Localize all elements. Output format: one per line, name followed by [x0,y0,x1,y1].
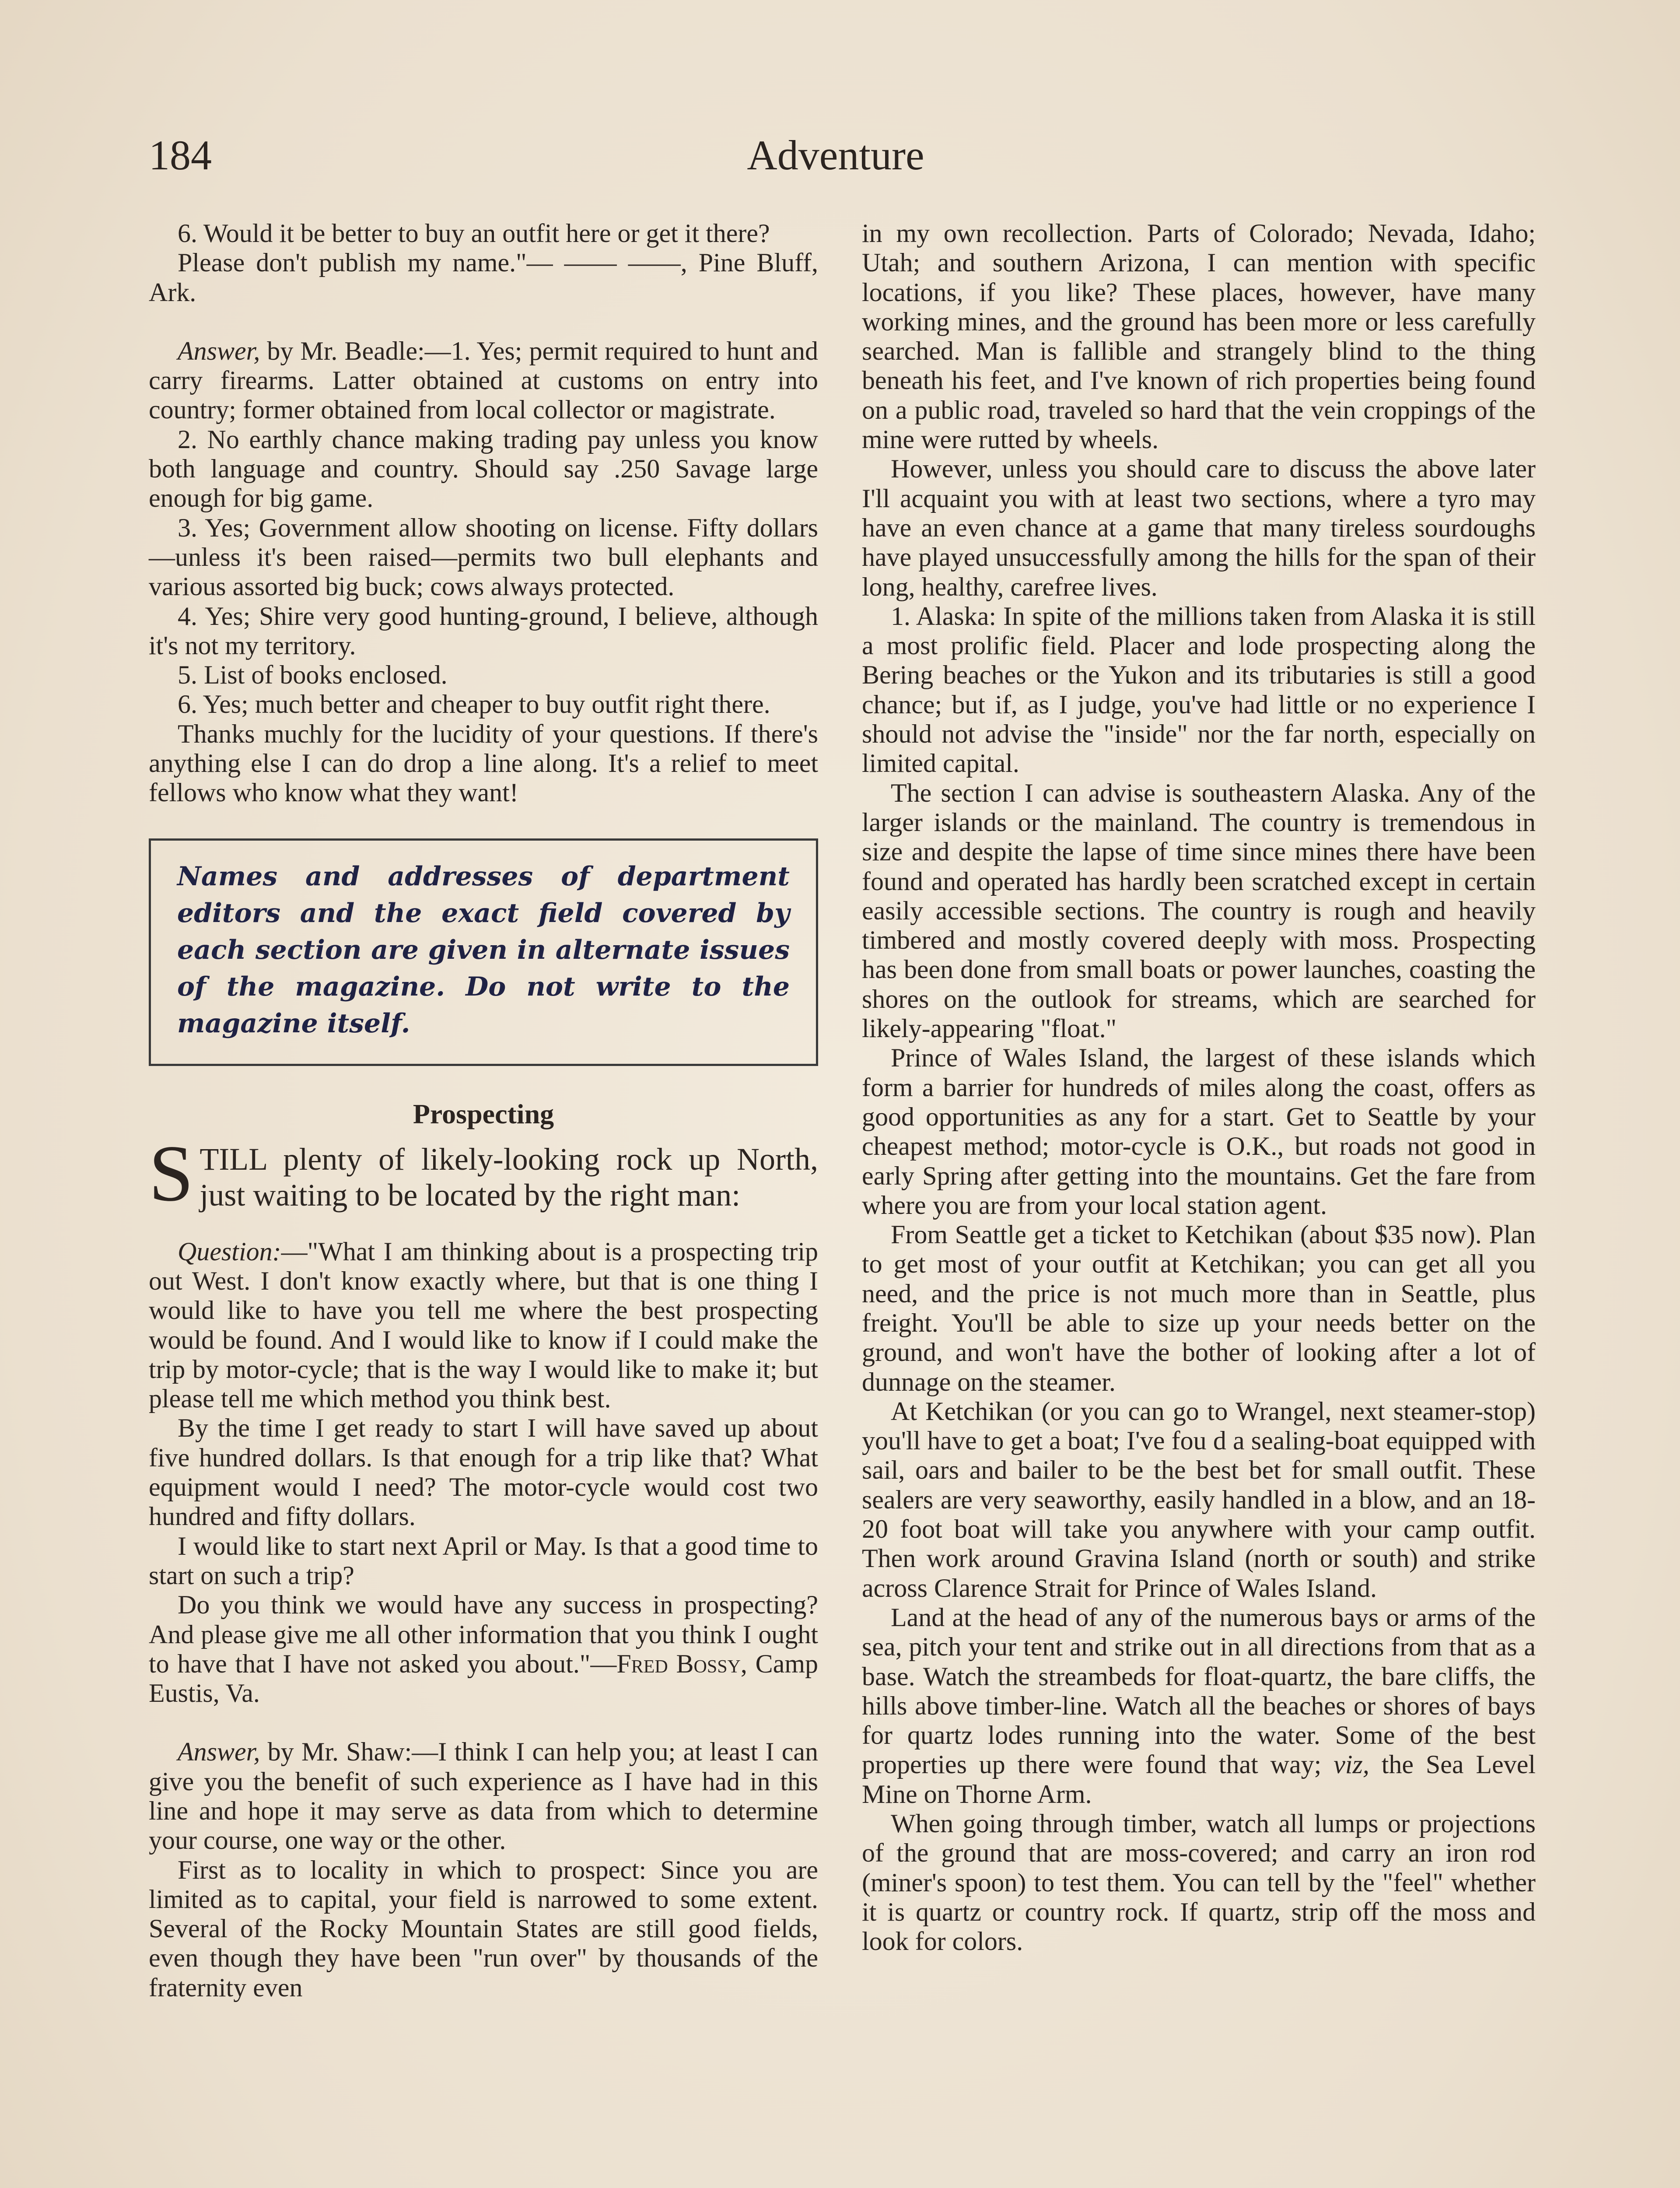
paragraph: From Seattle get a ticket to Ketchikan (about $35 now). Plan to get most of your outfit at Ketchikan; you can get all you need, and the price is not much more than in Seattle, plus freight. You'll be able to size up your needs better on the ground, and won't have the bother of looking after a lot of dunnage on the steamer. [862,1220,1536,1396]
section-title: Prospecting [413,1098,554,1129]
question-label: Question: [178,1237,281,1266]
paragraph [149,1590,818,1708]
notice-box [149,838,818,1066]
paragraph: 6. Yes; much better and cheaper to buy outfit right there. [178,690,770,719]
question-text: —"What I am thinking about is a prospecting trip out West. I don't know exactly where, but that is one thing I would like to have you tell me where the best prospecting would be found. And I would like to know if I could make the trip by motor-cycle; that is the way I would like to make it; but please tell me which method you think best. [149,1237,818,1413]
paragraph [862,1603,1536,1809]
answer-paragraph [149,337,818,425]
answer-text: by Mr. Beadle:—1. Yes; permit required to hunt and carry firearms. Latter obtained at customs on entry into country; former obtained from local collector or magistrate. [149,336,818,424]
paragraph: When going through timber, watch all lumps or projections of the ground that are moss-covered; and carry an iron rod (miner's spoon) to test them. You can tell by the "feel" whether it is quartz or country rock. If quartz, strip off the moss and look for colors. [862,1809,1536,1956]
paragraph: 1. Alaska: In spite of the millions taken from Alaska it is still a most prolific field. Placer and lode prospecting along the Bering beaches or the Yukon and its tributaries is still a good chance; but if, as I judge, you've had little or no experience I should not advise the "inside" nor the far north, especially on limited capital. [862,601,1536,778]
paragraph: At Ketchikan (or you can go to Wrangel, next steamer-stop) you'll have to get a boat; I've fou d a sealing-boat equipped with sail, oars and bailer to be the best bet for small outfit. These sealers are very seaworthy, easily handled in a blow, and an 18-20 foot boat will take you anywhere with your camp outfit. Then work around Gravina Island (north or south) and strike across Clarence Strait for Prince of Wales Island. [862,1396,1536,1602]
paragraph: 3. Yes; Government allow shooting on license. Fifty dollars—unless it's been raised—permits two bull elephants and various assorted big buck; cows always protected. [149,513,818,601]
viz-text: the Sea Level Mine on Thorne Arm. [862,1750,1536,1809]
drop-cap: S [149,1128,194,1218]
question-text: Do you think we would have any success in prospecting? And please give me all other information that you think I ought to have that I have not asked you about."— [149,1590,818,1678]
paragraph: I would like to start next April or May. Is that a good time to start on such a trip? [149,1531,818,1590]
signature-name: Fred Bossy [616,1649,741,1678]
lead-text: TILL plenty of likely-looking rock up North, just waiting to be located by the right man: [200,1141,818,1213]
question-paragraph [149,1237,818,1414]
paragraph: Please don't publish my name."— —— ——, Pine Bluff, Ark. [149,248,818,307]
paragraph: Prince of Wales Island, the largest of these islands which form a barrier for hundreds of miles along the coast, offers as good opportunities as any for a start. Get to Seattle by your cheapest method; motor-cycle is O.K., but roads not good in early Spring after getting into the mountains. Get the fare from where you are from your local station agent. [862,1043,1536,1220]
page-number: 184 [149,132,212,179]
left-column [149,219,818,2002]
paragraph: The section I can advise is southeastern Alaska. Any of the larger islands or the mainland. The country is tremendous in size and despite the lapse of time since mines there have been found and operated has hardly been scratched except in certain easily accessible sections. The country is rough and heavily timbered and mostly covered deeply with moss. Prospecting has been done from small boats or power launches, coasting the shores on the outlook for streams, which are searched for likely-appearing "float." [862,778,1536,1043]
paragraph: First as to locality in which to prospect: Since you are limited as to capital, your field is narrowed to some extent. Several of the Rocky Mountain States are still good fields, even though they have been "run over" by thousands of the fraternity even [149,1855,818,2002]
running-title: Adventure [747,132,924,179]
answer-text: by Mr. Shaw:—I think I can help you; at least I can give you the benefit of such experience as I have had in this line and hope it may serve as data from which to determine your course, one way or the other. [149,1737,819,1855]
answer-paragraph [149,1737,818,1855]
notice-text: Names and addresses of department editors and the exact field covered by each section are given in alternate issues of the magazine. Do not write to the magazine itself. [177,861,790,1039]
paragraph: 2. No earthly chance making trading pay unless you know both language and country. Should say .250 Savage large enough for big game. [149,424,818,513]
answer-label: Answer, [178,336,260,365]
signature-place: , Camp Eustis, Va. [149,1649,818,1708]
paragraph: However, unless you should care to discuss the above later I'll acquaint you with at least two sections, where a tyro may have an even chance at a game that many tireless sourdoughs have played unsuccessfully among the hills for the span of their long, healthy, carefree lives. [862,454,1536,601]
paragraph: By the time I get ready to start I will have saved up about five hundred dollars. Is that enough for a trip like that? What equipment would I need? The motor-cycle would cost two hundred and fifty dollars. [149,1413,818,1531]
paragraph: 4. Yes; Shire very good hunting-ground, I believe, although it's not my territory. [149,601,818,660]
lead-paragraph [149,1128,818,1218]
right-column [862,219,1536,1957]
paragraph: Thanks muchly for the lucidity of your questions. If there's anything else I can do drop a line along. It's a relief to meet fellows who know what they want! [149,719,818,807]
answer-label: Answer, [178,1737,260,1767]
paragraph-text: Land at the head of any of the numerous bays or arms of the sea, pitch your tent and strike out in all directions from that as a base. Watch the streambeds for float-quartz, the bare cliffs, the hills above timber-line. Watch all the beaches or shores of bays for quartz lodes running into the water. Some of the best properties up there were found that way; [862,1602,1536,1779]
page-header [149,127,1522,188]
paragraph: 5. List of books enclosed. [178,660,448,690]
viz-label: viz, [1334,1750,1369,1779]
paragraph: in my own recollection. Parts of Colorado; Nevada, Idaho; Utah; and southern Arizona, I can mention with specific locations, if you like? These places, however, have many working mines, and the ground has been more or less carefully searched. Man is fallible and strangely blind to the thing beneath his feet, and I've known of rich properties being found on a public road, traveled so hard that the vein croppings of the mine were rutted by wheels. [862,219,1536,454]
paragraph: 6. Would it be better to buy an outfit here or get it there? [178,219,770,248]
